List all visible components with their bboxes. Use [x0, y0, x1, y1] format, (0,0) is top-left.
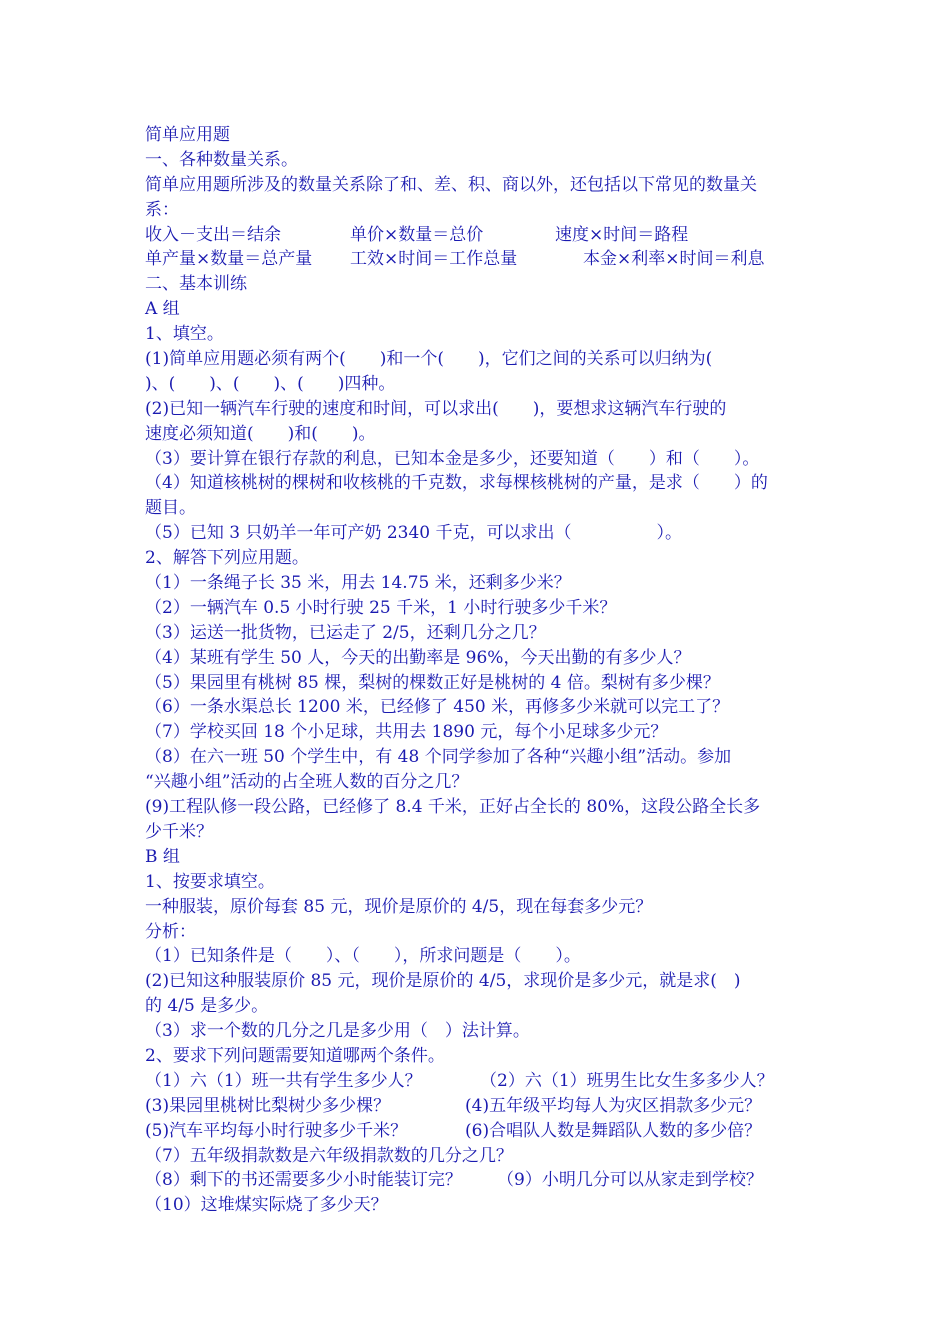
group-b-q2-heading: 2、要求下列问题需要知道哪两个条件。 — [145, 1045, 445, 1066]
group-a-q2-line: 少千米？ — [145, 821, 213, 842]
group-b-q1-heading: 1、按要求填空。 — [145, 871, 275, 892]
section2-heading: 二、基本训练 — [145, 274, 247, 295]
doc-title: 简单应用题 — [145, 125, 230, 145]
relations-row-2 — [145, 247, 810, 272]
relation-total-output: 单产量×数量＝总产量 — [145, 249, 313, 270]
group-b-q2-row — [145, 1193, 810, 1218]
group-a-q2-line: “兴趣小组”活动的占全班人数的百分之几？ — [145, 772, 469, 793]
group-b-q2-row — [145, 1144, 810, 1169]
group-a-q1-line: （3）要计算在银行存款的利息，已知本金是多少，还要知道（ ）和（ ）。 — [145, 448, 760, 469]
section1-intro-line-1: 简单应用题所涉及的数量关系除了和、差、积、商以外，还包括以下常见的数量关 — [145, 174, 757, 195]
group-b-q1-line: 分析： — [145, 921, 196, 942]
group-b-q1-line: 的 4/5 是多少。 — [145, 996, 269, 1017]
group-a-q2-line: （8）在六一班 50 个学生中，有 48 个同学参加了各种“兴趣小组”活动。参加 — [145, 747, 732, 768]
group-b-q2-item: （7）五年级捐款数是六年级捐款数的几分之几？ — [145, 1145, 513, 1166]
relation-distance: 速度×时间＝路程 — [555, 224, 689, 245]
group-b-q2-item: (3)果园里桃树比梨树少多少棵？ — [145, 1095, 391, 1116]
group-b-q2-item: （10）这堆煤实际烧了多少天？ — [145, 1195, 388, 1216]
group-a-q1-line: (1)简单应用题必须有两个( )和一个( )，它们之间的关系可以归纳为( — [145, 349, 713, 370]
group-b-q2-item: (6)合唱队人数是舞蹈队人数的多少倍？ — [465, 1120, 762, 1141]
group-a-q2-line: (9)工程队修一段公路，已经修了 8.4 千米，正好占全长的 80%，这段公路全长多 — [145, 797, 761, 818]
relations-row-1 — [145, 223, 810, 248]
group-a-q2-line: （1）一条绳子长 35 米，用去 14.75 米，还剩多少米？ — [145, 573, 571, 594]
group-b-q2-row — [145, 1094, 810, 1119]
group-a-q1-line: 题目。 — [145, 498, 196, 519]
group-a-q1-line: (2)已知一辆汽车行驶的速度和时间，可以求出( )，要想求这辆汽车行驶的 — [145, 398, 727, 419]
group-a-q2-line: （5）果园里有桃树 85 棵，梨树的棵数正好是桃树的 4 倍。梨树有多少棵？ — [145, 672, 720, 693]
group-a-q1-line: （4）知道核桃树的棵树和收核桃的千克数，求每棵核桃树的产量，是求（ ）的 — [145, 473, 768, 494]
relation-total-work: 工效×时间＝工作总量 — [350, 249, 518, 270]
group-b-q1-line: 一种服装，原价每套 85 元，现价是原价的 4/5，现在每套多少元？ — [145, 896, 653, 917]
group-a-q2-line: （6）一条水渠总长 1200 米，已经修了 450 米，再修多少米就可以完工了？ — [145, 697, 730, 718]
group-b-q2-row — [145, 1168, 810, 1193]
relation-income: 收入－支出＝结余 — [145, 224, 281, 245]
group-b-q2-item: （2）六（1）班男生比女生多多少人？ — [480, 1070, 774, 1091]
group-b-label: B 组 — [145, 846, 180, 867]
group-b-q2-row — [145, 1069, 810, 1094]
group-b-q2-item: （1）六（1）班一共有学生多少人？ — [145, 1070, 422, 1091]
group-b-q1-line: (2)已知这种服装原价 85 元，现价是原价的 4/5，求现价是多少元，就是求( ) — [145, 971, 741, 992]
section1-intro-line-2: 系： — [145, 199, 179, 220]
group-a-q1-heading: 1、填空。 — [145, 324, 224, 345]
section1-heading: 一、各种数量关系。 — [145, 149, 298, 170]
group-b-q2-item: (5)汽车平均每小时行驶多少千米？ — [145, 1120, 408, 1141]
group-b-q2-row — [145, 1119, 810, 1144]
group-a-q1-line: )、( )、( )、( )四种。 — [145, 373, 396, 394]
group-b-q1-line: （1）已知条件是（ ）、（ ），所求问题是（ ）。 — [145, 946, 581, 967]
group-a-q2-line: （4）某班有学生 50 人，今天的出勤率是 96%，今天出勤的有多少人？ — [145, 647, 691, 668]
group-a-q2-line: （7）学校买回 18 个小足球，共用去 1890 元，每个小足球多少元？ — [145, 722, 668, 743]
relation-total-price: 单价×数量＝总价 — [350, 224, 484, 245]
group-b-q2-item: （9）小明几分可以从家走到学校？ — [497, 1170, 763, 1191]
relation-interest: 本金×利率×时间＝利息 — [583, 249, 765, 270]
group-b-q2-item: (4)五年级平均每人为灾区捐款多少元？ — [465, 1095, 762, 1116]
document-page — [145, 123, 810, 1218]
group-a-q2-line: （2）一辆汽车 0.5 小时行驶 25 千米，1 小时行驶多少千米？ — [145, 597, 617, 618]
group-b-q2-item: （8）剩下的书还需要多少小时能装订完？ — [145, 1170, 462, 1191]
group-a-q1-line: （5）已知 3 只奶羊一年可产奶 2340 千克，可以求出（ ）。 — [145, 523, 683, 544]
group-a-q1-line: 速度必须知道( )和( )。 — [145, 423, 376, 444]
group-b-q1-line: （3）求一个数的几分之几是多少用（ ）法计算。 — [145, 1021, 530, 1042]
group-a-label: A 组 — [145, 299, 180, 320]
group-a-q2-heading: 2、解答下列应用题。 — [145, 548, 309, 569]
group-a-q2-line: （3）运送一批货物，已运走了 2/5，还剩几分之几？ — [145, 622, 546, 643]
